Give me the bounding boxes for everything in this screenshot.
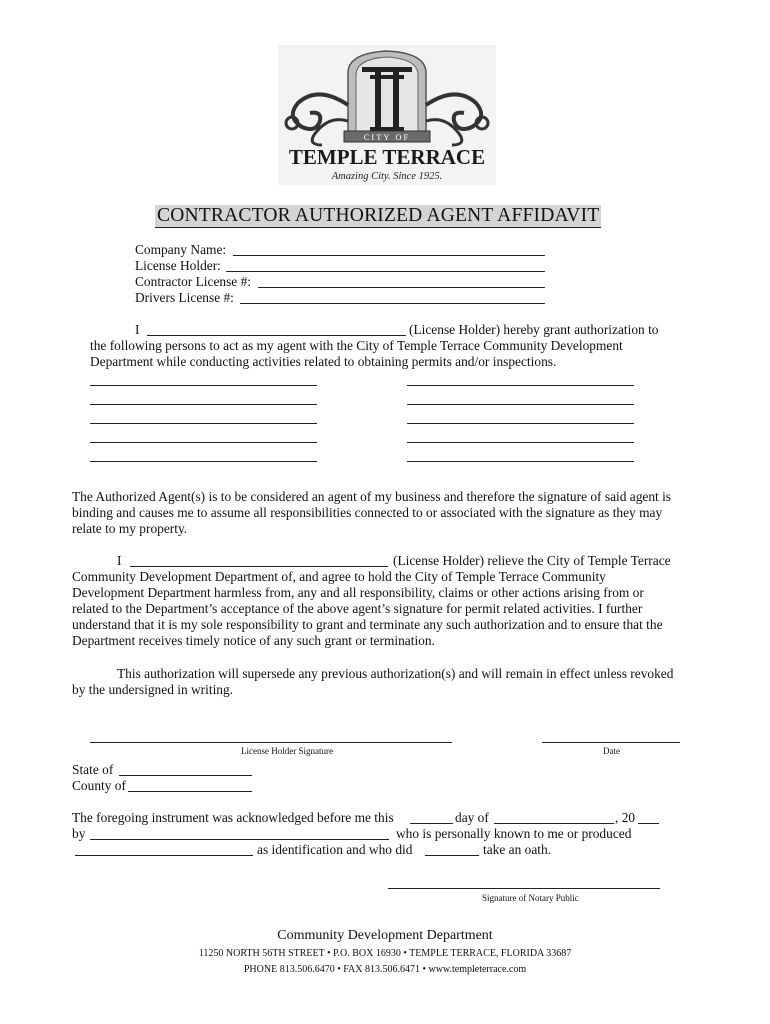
agent-paragraph-line-3: relate to my property. <box>72 521 188 536</box>
agent-line-right-3[interactable] <box>407 423 634 424</box>
license-holder-signature-label: License Holder Signature <box>241 746 333 756</box>
ack-line-3-mid: as identification and who did <box>257 842 413 857</box>
date-label: Date <box>603 746 620 756</box>
ack-day-of: day of <box>455 810 489 825</box>
license-holder-field[interactable] <box>226 271 545 272</box>
ack-year-field[interactable] <box>638 823 659 824</box>
state-field[interactable] <box>119 775 252 776</box>
release-license-holder-field[interactable] <box>130 566 388 567</box>
city-logo <box>278 45 496 185</box>
agent-line-left-1[interactable] <box>90 385 317 386</box>
grant-line-2: the following persons to act as my agent with the City of Temple Terrace Community Development <box>90 338 623 353</box>
ack-line-2-prefix: by <box>72 826 86 841</box>
ack-line-2-suffix: who is personally known to me or produced <box>396 826 632 841</box>
license-holder-label: License Holder: <box>135 258 221 273</box>
supersede-line-2: by the undersigned in writing. <box>72 682 234 697</box>
city-name: TEMPLE TERRACE <box>288 145 486 169</box>
agent-paragraph-line-2: binding and causes me to assume all responsibilities connected to or associated with the signature as they may <box>72 505 663 520</box>
release-line-2: Development Department harmless from, any and all responsibility, claims or other actions arising from or <box>72 585 644 600</box>
ack-person-field[interactable] <box>90 839 389 840</box>
footer-department: Community Development Department <box>277 928 493 943</box>
grant-intro-suffix: (License Holder) hereby grant authorization to <box>409 322 659 337</box>
document-title <box>155 205 601 228</box>
county-label: County of <box>72 778 126 793</box>
contractor-license-label: Contractor License #: <box>135 274 252 289</box>
license-holder-signature-line[interactable] <box>90 742 452 743</box>
ack-oath-field[interactable] <box>425 855 479 856</box>
state-label: State of <box>72 762 114 777</box>
ack-identification-field[interactable] <box>75 855 253 856</box>
city-tagline: Amazing City. Since 1925. <box>331 171 443 182</box>
county-field[interactable] <box>128 791 252 792</box>
agent-line-left-4[interactable] <box>90 442 317 443</box>
agent-line-left-5[interactable] <box>90 461 317 462</box>
agent-line-right-5[interactable] <box>407 461 634 462</box>
grant-line-3: Department while conducting activities related to obtaining permits and/or inspections. <box>90 354 557 369</box>
release-line-3: related to the Department’s acceptance of the above agent’s signature for permit related activities. I further <box>72 601 643 616</box>
notary-signature-label: Signature of Notary Public <box>482 893 579 903</box>
agent-line-right-1[interactable] <box>407 385 634 386</box>
notary-signature-line[interactable] <box>388 888 660 889</box>
company-name-label: Company Name: <box>135 242 227 257</box>
ack-line-3-end: take an oath. <box>483 842 552 857</box>
footer-contact: PHONE 813.506.6470 • FAX 813.506.6471 • www.templeterrace.com <box>243 964 527 975</box>
company-name-field[interactable] <box>233 255 545 256</box>
agent-line-right-2[interactable] <box>407 404 634 405</box>
document-title-text: CONTRACTOR AUTHORIZED AGENT AFFIDAVIT <box>157 205 600 226</box>
release-line-1: Community Development Department of, and agree to hold the City of Temple Terrace Community <box>72 569 606 584</box>
date-line[interactable] <box>542 742 680 743</box>
release-line-5: Department receives timely notice of any such grant or termination. <box>72 633 435 648</box>
supersede-line-1: This authorization will supersede any previous authorization(s) and will remain in effect unless revoked <box>117 666 674 681</box>
temple-terrace-seal-icon <box>278 45 496 185</box>
ack-month-field[interactable] <box>494 823 614 824</box>
ack-day-field[interactable] <box>410 823 453 824</box>
drivers-license-field[interactable] <box>240 303 545 304</box>
agent-paragraph-line-1: The Authorized Agent(s) is to be considered an agent of my business and therefore the signature of said agent is <box>72 489 672 504</box>
agent-line-right-4[interactable] <box>407 442 634 443</box>
drivers-license-label: Drivers License #: <box>135 290 234 305</box>
agent-line-left-3[interactable] <box>90 423 317 424</box>
agent-line-left-2[interactable] <box>90 404 317 405</box>
footer-address: 11250 NORTH 56TH STREET • P.O. BOX 16930 • TEMPLE TERRACE, FLORIDA 33687 <box>198 948 572 959</box>
contractor-license-field[interactable] <box>258 287 545 288</box>
release-i: I <box>117 553 122 568</box>
release-intro-suffix: (License Holder) relieve the City of Temple Terrace <box>393 553 671 568</box>
seal-banner-text: CITY OF <box>363 132 411 142</box>
grant-license-holder-field[interactable] <box>147 335 406 336</box>
release-line-4: understand that it is my sole responsibility to grant and terminate any such authorization and to ensure that the <box>72 617 663 632</box>
grant-i: I <box>135 322 140 337</box>
ack-line-1-prefix: The foregoing instrument was acknowledged before me this <box>72 810 394 825</box>
ack-year-prefix: , 20 <box>615 810 636 825</box>
